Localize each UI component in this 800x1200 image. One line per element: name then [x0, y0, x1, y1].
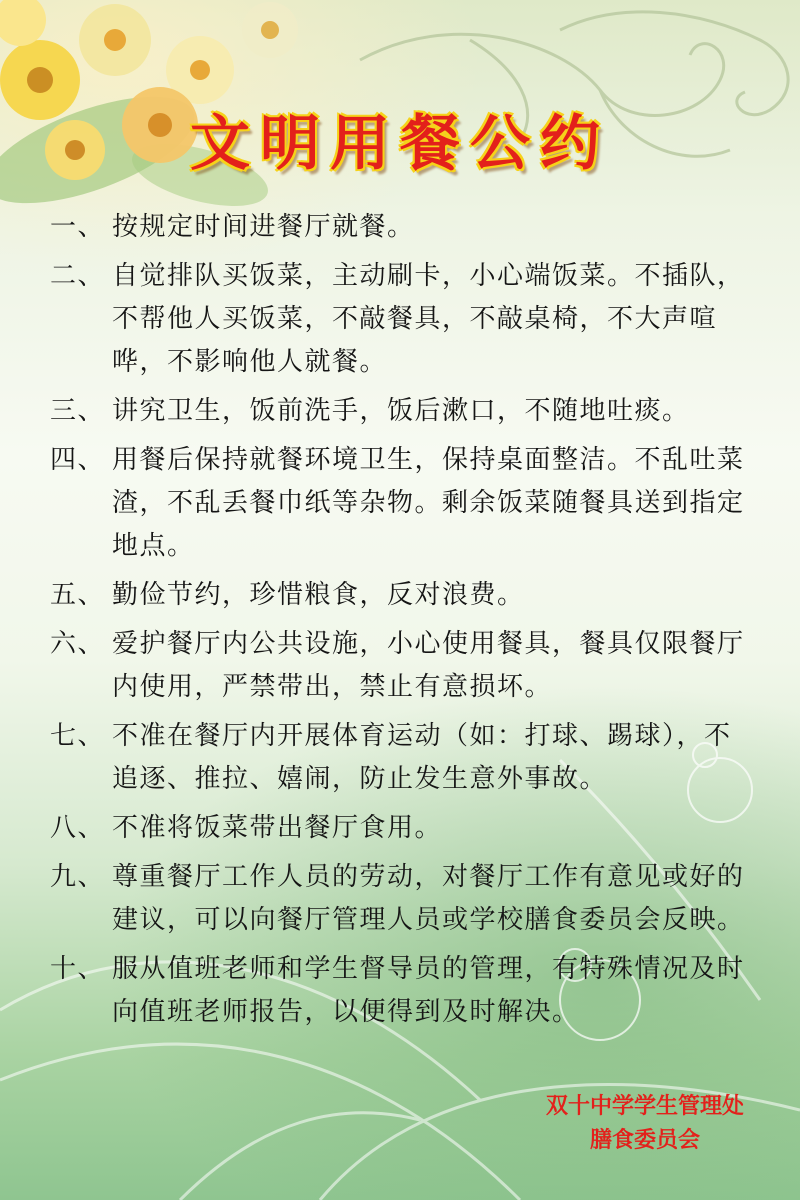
rule-item: [50, 439, 750, 568]
rule-number: 三、: [50, 396, 106, 426]
rule-text: 不准将饭菜带出餐厅食用。: [112, 813, 443, 843]
rule-item: [50, 856, 750, 942]
rule-number: 八、: [50, 813, 106, 843]
rule-text: 爱护餐厅内公共设施，小心使用餐具，餐具仅限餐厅内使用，严禁带出，禁止有意损坏。: [112, 629, 745, 702]
rule-item: [50, 255, 750, 384]
rules-list: [50, 206, 750, 1040]
rule-item: [50, 623, 750, 709]
rule-number: 一、: [50, 212, 106, 242]
rule-text: 尊重餐厅工作人员的劳动，对餐厅工作有意见或好的建议，可以向餐厅管理人员或学校膳食委员会反映。: [112, 862, 745, 935]
rule-text: 自觉排队买饭菜，主动刷卡，小心端饭菜。不插队，不帮他人买饭菜，不敲餐具，不敲桌椅，不大声喧哗，不影响他人就餐。: [112, 261, 745, 377]
rule-number: 六、: [50, 629, 106, 659]
rule-item: [50, 948, 750, 1034]
rule-item: [50, 807, 750, 850]
issuer-signature: [546, 1090, 744, 1158]
rule-number: 二、: [50, 261, 106, 291]
rule-text: 按规定时间进餐厅就餐。: [112, 212, 415, 242]
rule-number: 五、: [50, 580, 106, 610]
rule-text: 讲究卫生，饭前洗手，饭后漱口，不随地吐痰。: [112, 396, 690, 426]
rule-item: [50, 574, 750, 617]
poster-title: 文明用餐公约: [190, 109, 610, 179]
issuer-line-1: 双十中学学生管理处: [545, 1094, 744, 1119]
rule-number: 十、: [50, 954, 106, 984]
rule-item: [50, 390, 750, 433]
rule-text: 服从值班老师和学生督导员的管理，有特殊情况及时向值班老师报告，以便得到及时解决。: [112, 954, 745, 1027]
rule-item: [50, 206, 750, 249]
rule-number: 四、: [50, 445, 106, 475]
rule-number: 九、: [50, 862, 106, 892]
rule-text: 勤俭节约，珍惜粮食，反对浪费。: [112, 580, 525, 610]
issuer-line-2: 膳食委员会: [589, 1128, 700, 1153]
rule-number: 七、: [50, 721, 106, 751]
rule-text: 用餐后保持就餐环境卫生，保持桌面整洁。不乱吐菜渣，不乱丢餐巾纸等杂物。剩余饭菜随餐具送到指定地点。: [112, 445, 745, 561]
rule-item: [50, 715, 750, 801]
rule-text: 不准在餐厅内开展体育运动（如：打球、踢球），不追逐、推拉、嬉闹，防止发生意外事故。: [112, 721, 732, 794]
